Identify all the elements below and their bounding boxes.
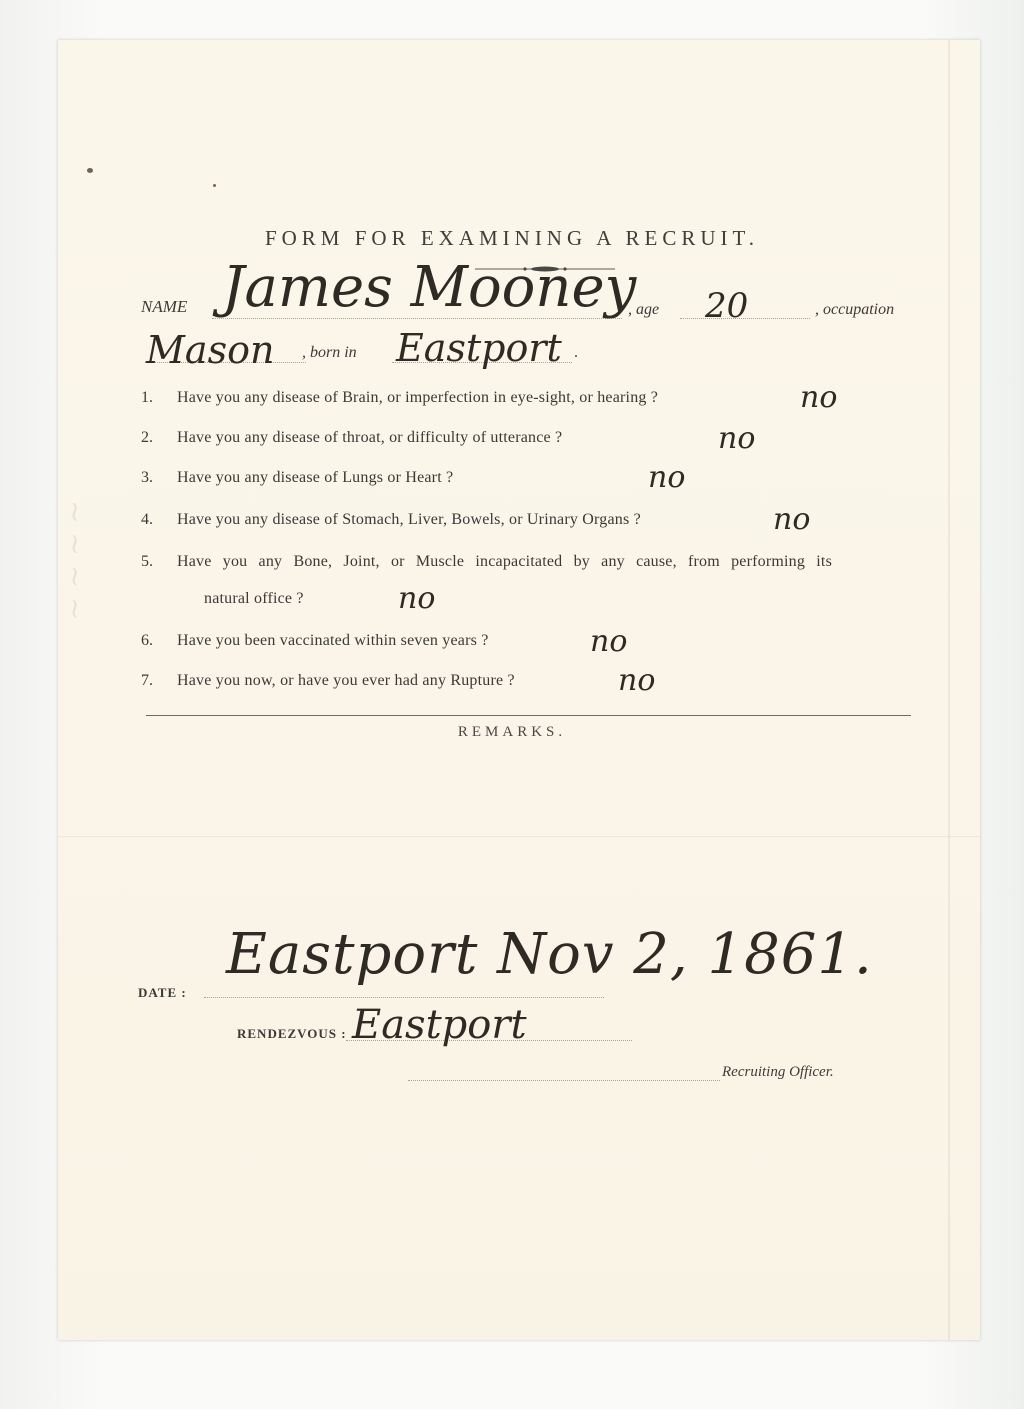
date-line: [204, 997, 604, 998]
occupation-label: , occupation: [815, 301, 895, 318]
question-text: Have you any disease of Stomach, Liver, Bowels, or Urinary Organs ?: [177, 511, 641, 528]
answer-handwriting[interactable]: no: [590, 624, 628, 659]
question-number: 1.: [141, 389, 153, 406]
officer-signature-line[interactable]: [408, 1080, 720, 1081]
born-label: , born in: [302, 344, 357, 361]
officer-label: Recruiting Officer.: [722, 1064, 834, 1080]
question-text: Have you any disease of throat, or difficulty of utterance ?: [177, 429, 563, 446]
born-end: .: [574, 344, 578, 361]
answer-handwriting[interactable]: no: [800, 380, 838, 415]
question-number: 2.: [141, 429, 153, 446]
section-divider: [146, 715, 911, 716]
question-text: Have you any disease of Lungs or Heart ?: [177, 469, 454, 486]
born-handwriting[interactable]: Eastport: [396, 326, 562, 370]
ink-speck: [87, 168, 93, 173]
question-number: 7.: [141, 672, 153, 689]
occupation-handwriting[interactable]: Mason: [146, 328, 275, 372]
rendezvous-handwriting[interactable]: Eastport: [352, 1002, 527, 1048]
answer-handwriting[interactable]: no: [618, 663, 656, 698]
rendezvous-label: RENDEZVOUS :: [237, 1026, 347, 1041]
ink-speck: [213, 184, 216, 187]
answer-handwriting[interactable]: no: [398, 581, 436, 616]
date-handwriting[interactable]: Eastport Nov 2, 1861.: [226, 922, 873, 987]
answer-handwriting[interactable]: no: [648, 460, 686, 495]
question-text: Have you any Bone, Joint, or Muscle incapacitated by any cause, from performing its: [177, 553, 832, 570]
answer-handwriting[interactable]: no: [773, 502, 811, 537]
answer-handwriting[interactable]: no: [718, 421, 756, 456]
question-text: Have you been vaccinated within seven years ?: [177, 632, 489, 649]
remarks-heading: REMARKS.: [457, 724, 567, 740]
question-number: 5.: [141, 553, 153, 570]
question-number: 3.: [141, 469, 153, 486]
paper-fold-horizontal: [58, 836, 980, 838]
age-label: , age: [628, 301, 660, 318]
name-label: NAME: [141, 297, 188, 316]
question-text: Have you now, or have you ever had any Rupture ?: [177, 672, 515, 689]
question-text: Have you any disease of Brain, or imperfection in eye-sight, or hearing ?: [177, 389, 659, 406]
question-text-continued: natural office ?: [204, 590, 304, 607]
question-number: 6.: [141, 632, 153, 649]
bleed-through-writing: ~ ~ ~ ~: [59, 500, 92, 621]
date-label: DATE :: [138, 985, 187, 1000]
form-title: FORM FOR EXAMINING A RECRUIT.: [264, 226, 760, 250]
age-handwriting[interactable]: 20: [705, 286, 749, 326]
question-number: 4.: [141, 511, 153, 528]
name-handwriting[interactable]: James Mooney: [222, 255, 637, 320]
